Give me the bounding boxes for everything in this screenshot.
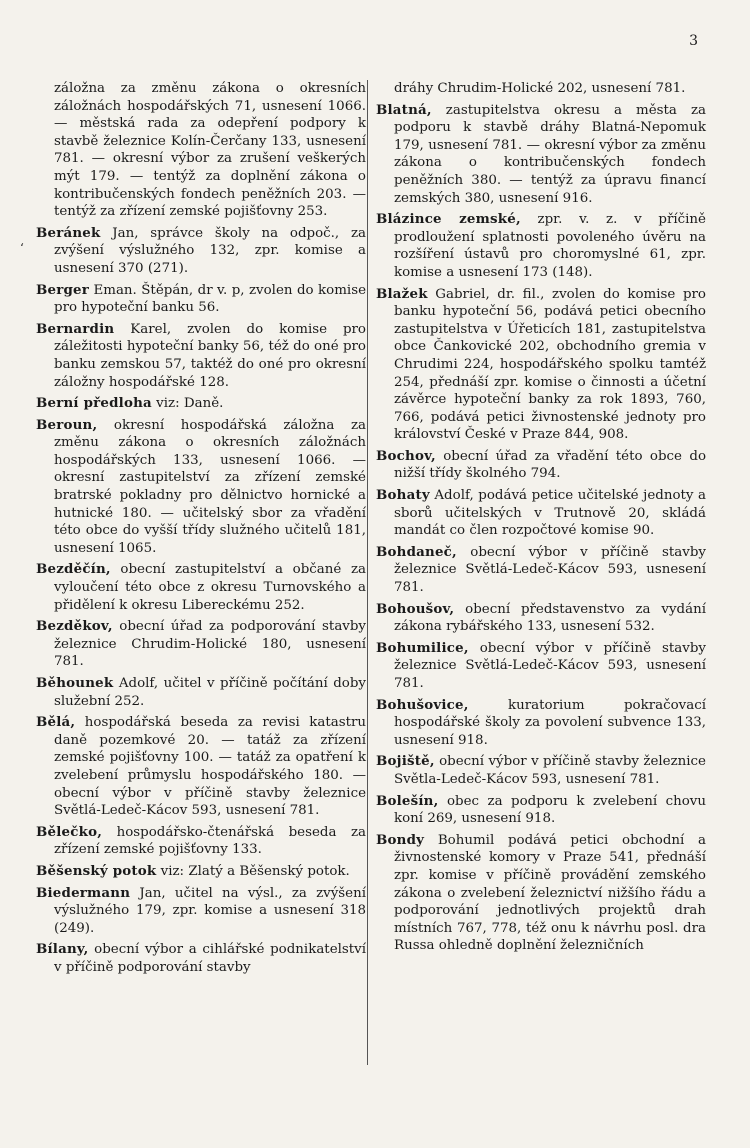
index-entry: [36, 863, 366, 881]
index-entry: [376, 448, 706, 483]
entry-text: obecní výbor a cihlářské podnikatelství v příčině podporování stavby: [54, 942, 366, 975]
index-entry: [376, 832, 706, 955]
index-entry: [376, 793, 706, 828]
entry-headword: Bernardin: [36, 320, 115, 337]
column-divider: [367, 80, 368, 1065]
left-column: [36, 80, 366, 981]
entry-text: viz: Daně.: [151, 396, 224, 412]
index-entry: [36, 618, 366, 671]
index-entry: [36, 714, 366, 820]
index-entry: [376, 80, 706, 98]
entry-text: okresní hospodářská záložna za změnu zákona o okresních záložnách hospodářských 133, usnesení 1066. — okresní zastupitelství za zřízení zemské bratrské pokladny pro dělnictvo hornické a hutnické 180. — učitelský sbor za vřadění této obce do vyšší třídy služného učitelů 181, usnesení 1065.: [54, 417, 366, 556]
entry-text: Jan, správce školy na odpoč., za zvýšení výslužného 132, zpr. komise a usnesení 370 (271).: [54, 225, 366, 276]
index-entry: [36, 321, 366, 391]
right-column: [376, 80, 706, 959]
entry-headword: Bezděkov,: [36, 618, 113, 635]
entry-headword: Bondy: [376, 831, 425, 848]
margin-mark: ʻ: [20, 241, 24, 255]
entry-text: Karel, zvolen do komise pro záležitosti hypoteční banky 56, též do oné pro banku zemskou 57, taktéž do oné pro okresní záložny hospodářské 128.: [54, 321, 366, 390]
entry-headword: Blažek: [376, 285, 428, 302]
index-entry: [376, 697, 706, 750]
entry-headword: Blatná,: [376, 101, 432, 118]
index-entry: [376, 544, 706, 597]
entry-text: Adolf, podává petice učitelské jednoty a sborů učitelských v Trutnově 20, skládá mandát co člen rozpočtové komise 90.: [394, 488, 706, 539]
entry-text: obecní zastupitelství a občané za vyloučení této obce z okresu Turnovského a přidělení k okresu Libereckému 252.: [54, 562, 366, 613]
index-entry: [376, 211, 706, 281]
index-entry: [36, 282, 366, 317]
entry-text: obecní výbor v příčině stavby železnice Světlá-Ledeč-Kácov 593, usnesení 781.: [394, 640, 706, 691]
entry-headword: Berní předloha: [36, 395, 152, 412]
index-entry: [36, 561, 366, 614]
entry-text: Gabriel, dr. fil., zvolen do komise pro banku hypoteční 56, podává petici obecního zastupitelstva v Úřeticích 181, zastupitelstva obce Čankovické 202, obchodního gremia v Chrudimi 224, hospodářského spolku tamtéž 254, přednáší zpr. komise o činnosti a účetní závěrce hypoteční banky za rok 1893, 760, 766, podává petici živnostenské jednoty pro království České v Praze 844, 908.: [394, 286, 706, 443]
entry-text: hospodářská beseda za revisi katastru daně pozemkové 20. — tatáž za zřízení zemské pojišťovny 100. — tatáž za opatření k zvelebení průmyslu hospodářského 180. — obecní výbor v příčině stavby železnice Světlá-Ledeč-Kácov 593, usnesení 781.: [54, 715, 366, 819]
entry-text: zpr. v. z. v příčině prodloužení splatnosti povoleného úvěru na rozšíření ústavů pro choromyslné 61, zpr. komise a usnesení 173 (148).: [394, 212, 706, 280]
entry-headword: Bohdaneč,: [376, 543, 457, 560]
entry-headword: Bojiště,: [376, 753, 435, 770]
entry-text: obecní výbor v příčině stavby železnice Světlá-Ledeč-Kácov 593, usnesení 781.: [394, 544, 706, 596]
index-entry: [36, 675, 366, 710]
entry-text: Eman. Štěpán, dr v. p, zvolen do komise pro hypoteční banku 56.: [54, 282, 366, 316]
index-entry: [376, 753, 706, 788]
page-number: 3: [689, 33, 698, 49]
index-entry: [36, 225, 366, 278]
entry-headword: Bochov,: [376, 447, 436, 464]
entry-text: zastupitelstva okresu a města za podporu k stavbě dráhy Blatná-Nepomuk 179, usnesení 781. — okresní výbor za změnu zákona o kontribučenských fondech peněžních 380. — tentýž za úpravu financí zemských 380, usnesení 916.: [394, 102, 706, 206]
entry-headword: Bohaty: [376, 487, 430, 504]
entry-text: obecní představenstvo za vydání zákona rybářského 133, usnesení 532.: [394, 601, 706, 635]
entry-headword: Běšenský potok: [36, 862, 157, 879]
index-entry: [376, 487, 706, 540]
index-entry: [376, 286, 706, 444]
entry-text: Adolf, učitel v příčině počítání doby služební 252.: [54, 676, 366, 709]
index-entry: [36, 395, 366, 413]
entry-text: obecní úřad za podporování stavby železnice Chrudim-Holické 180, usnesení 781.: [54, 619, 366, 670]
entry-text: obecní úřad za vřadění této obce do nižší třídy školného 794.: [394, 448, 706, 482]
entry-headword: Bělá,: [36, 714, 76, 731]
index-entry: [376, 601, 706, 636]
index-entry: [36, 80, 366, 221]
entry-headword: Bohušovice,: [376, 696, 469, 713]
entry-headword: Bohoušov,: [376, 600, 455, 617]
entry-text: viz: Zlatý a Běšenský potok.: [156, 863, 350, 879]
entry-text: obec za podporu k zvelebení chovu koní 269, usnesení 918.: [394, 793, 706, 827]
entry-text: dráhy Chrudim-Holické 202, usnesení 781.: [394, 81, 686, 96]
entry-text: hospodářsko-čtenářská beseda za zřízení zemské pojišťovny 133.: [54, 824, 366, 858]
entry-headword: Blázince zemské,: [376, 211, 521, 228]
index-entry: [376, 102, 706, 208]
entry-headword: Bělečko,: [36, 823, 103, 840]
entry-headword: Biedermann: [36, 884, 131, 901]
entry-headword: Bolešín,: [376, 792, 439, 809]
entry-text: obecní výbor v příčině stavby železnice Světla-Ledeč-Kácov 593, usnesení 781.: [394, 754, 706, 787]
index-entry: [36, 885, 366, 938]
entry-headword: Bílany,: [36, 941, 89, 958]
entry-headword: Bezděčín,: [36, 561, 111, 578]
index-entry: [376, 640, 706, 693]
entry-headword: Bohumilice,: [376, 639, 469, 656]
entry-headword: Beránek: [36, 224, 101, 241]
index-entry: [36, 941, 366, 976]
entry-headword: Beroun,: [36, 416, 98, 433]
entry-text: Bohumil podává petici obchodní a živnostenské komory v Praze 541, přednáší zpr. komise v příčině provádění zemského zákona o zvelebení železnictví nižšího řádu a podporování jednotlivých projektů drah místních 767, 778, též onu k návrhu posl. dra Russa ohledně doplnění železničních: [394, 832, 706, 954]
entry-headword: Běhounek: [36, 675, 114, 691]
index-entry: [36, 824, 366, 859]
entry-headword: Berger: [36, 281, 90, 298]
index-entry: [36, 417, 366, 558]
entry-text: záložna za změnu zákona o okresních záložnách hospodářských 71, usnesení 1066. — městská rada za odepření podpory k stavbě železnice Kolín-Čerčany 133, usnesení 781. — okresní výbor za zrušení veškerých mýt 179. — tentýž za doplnění zákona o kontribučenských fondech peněžních 203. — tentýž za zřízení zemské pojišťovny 253.: [54, 81, 366, 220]
entry-text: kuratorium pokračovací hospodářské školy za povolení subvence 133, usnesení 918.: [394, 697, 706, 748]
entry-text: Jan, učitel na výsl., za zvýšení výslužného 179, zpr. komise a usnesení 318 (249).: [54, 885, 366, 936]
